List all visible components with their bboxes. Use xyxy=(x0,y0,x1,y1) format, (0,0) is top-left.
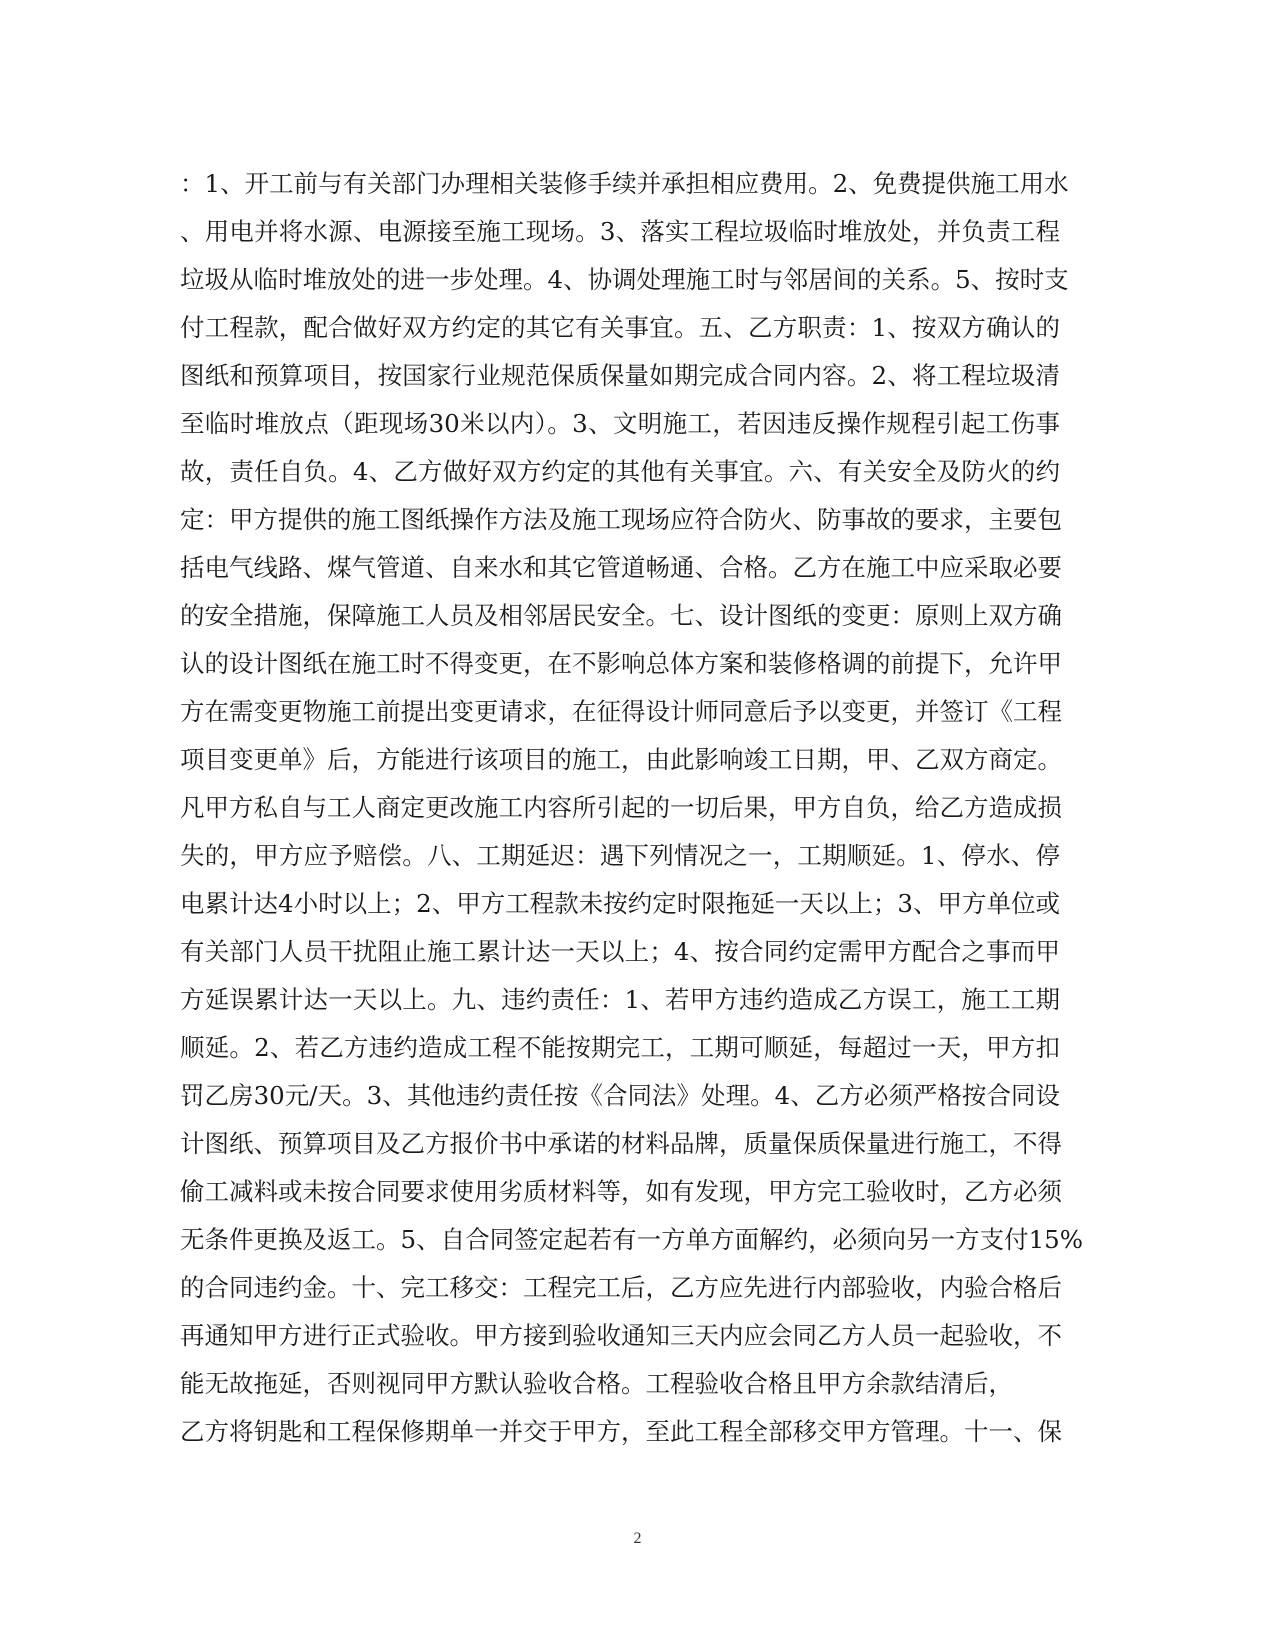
text-line-27: 乙方将钥匙和工程保修期单一并交于甲方，至此工程全部移交甲方管理。十一、保 xyxy=(180,1417,1062,1446)
text-line-19: 顺延。2、若乙方违约造成工程不能按期完工，工期可顺延，每超过一天，甲方扣 xyxy=(180,1033,1060,1062)
text-line-21: 计图纸、预算项目及乙方报价书中承诺的材料品牌，质量保质保量进行施工，不得 xyxy=(180,1129,1062,1158)
text-line-8: 定：甲方提供的施工图纸操作方法及施工现场应符合防火、防事故的要求，主要包 xyxy=(180,505,1062,534)
text-line-5: 图纸和预算项目，按国家行业规范保质保量如期完成合同内容。2、将工程垃圾清 xyxy=(180,361,1060,390)
text-line-17: 有关部门人员干扰阻止施工累计达一天以上；4、按合同约定需甲方配合之事而甲 xyxy=(180,937,1060,966)
text-line-16: 电累计达4小时以上；2、甲方工程款未按约定时限拖延一天以上；3、甲方单位或 xyxy=(180,889,1060,918)
text-line-2: 、用电并将水源、电源接至施工现场。3、落实工程垃圾临时堆放处，并负责工程 xyxy=(180,217,1060,246)
text-line-26: 能无故拖延，否则视同甲方默认验收合格。工程验收合格且甲方余款结清后， xyxy=(180,1369,1013,1398)
text-line-13: 项目变更单》后，方能进行该项目的施工，由此影响竣工日期，甲、乙双方商定。 xyxy=(180,745,1062,774)
text-line-10: 的安全措施，保障施工人员及相邻居民安全。七、设计图纸的变更：原则上双方确 xyxy=(180,601,1062,630)
page-number: 2 xyxy=(633,1530,642,1547)
text-line-22: 偷工减料或未按合同要求使用劣质材料等，如有发现，甲方完工验收时，乙方必须 xyxy=(180,1177,1062,1206)
text-line-1: ：1、开工前与有关部门办理相关装修手续并承担相应费用。2、免费提供施工用水 xyxy=(180,169,1069,198)
body-text xyxy=(180,160,1084,1456)
text-line-20: 罚乙房30元/天。3、其他违约责任按《合同法》处理。4、乙方必须严格按合同设 xyxy=(180,1081,1060,1110)
text-line-12: 方在需变更物施工前提出变更请求，在征得设计师同意后予以变更，并签订《工程 xyxy=(180,697,1062,726)
text-line-7: 故，责任自负。4、乙方做好双方约定的其他有关事宜。六、有关安全及防火的约 xyxy=(180,457,1060,486)
text-line-24: 的合同违约金。十、完工移交：工程完工后，乙方应先进行内部验收，内验合格后 xyxy=(180,1273,1062,1302)
text-line-11: 认的设计图纸在施工时不得变更，在不影响总体方案和装修格调的前提下，允许甲 xyxy=(180,649,1062,678)
text-line-3: 垃圾从临时堆放处的进一步处理。4、协调处理施工时与邻居间的关系。5、按时支 xyxy=(180,265,1069,294)
text-line-15: 失的，甲方应予赔偿。八、工期延迟：遇下列情况之一，工期顺延。1、停水、停 xyxy=(180,841,1060,870)
text-line-23: 无条件更换及返工。5、自合同签定起若有一方单方面解约，必须向另一方支付15% xyxy=(180,1225,1084,1254)
text-line-18: 方延误累计达一天以上。九、违约责任：1、若甲方违约造成乙方误工，施工工期 xyxy=(180,985,1060,1014)
text-line-14: 凡甲方私自与工人商定更改施工内容所引起的一切后果，甲方自负，给乙方造成损 xyxy=(180,793,1062,822)
text-line-9: 括电气线路、煤气管道、自来水和其它管道畅通、合格。乙方在施工中应采取必要 xyxy=(180,553,1062,582)
text-line-4: 付工程款，配合做好双方约定的其它有关事宜。五、乙方职责：1、按双方确认的 xyxy=(180,313,1060,342)
text-line-25: 再通知甲方进行正式验收。甲方接到验收通知三天内应会同乙方人员一起验收，不 xyxy=(180,1321,1062,1350)
text-line-6: 至临时堆放点（距现场30米以内）。3、文明施工，若因违反操作规程引起工伤事 xyxy=(180,409,1060,438)
